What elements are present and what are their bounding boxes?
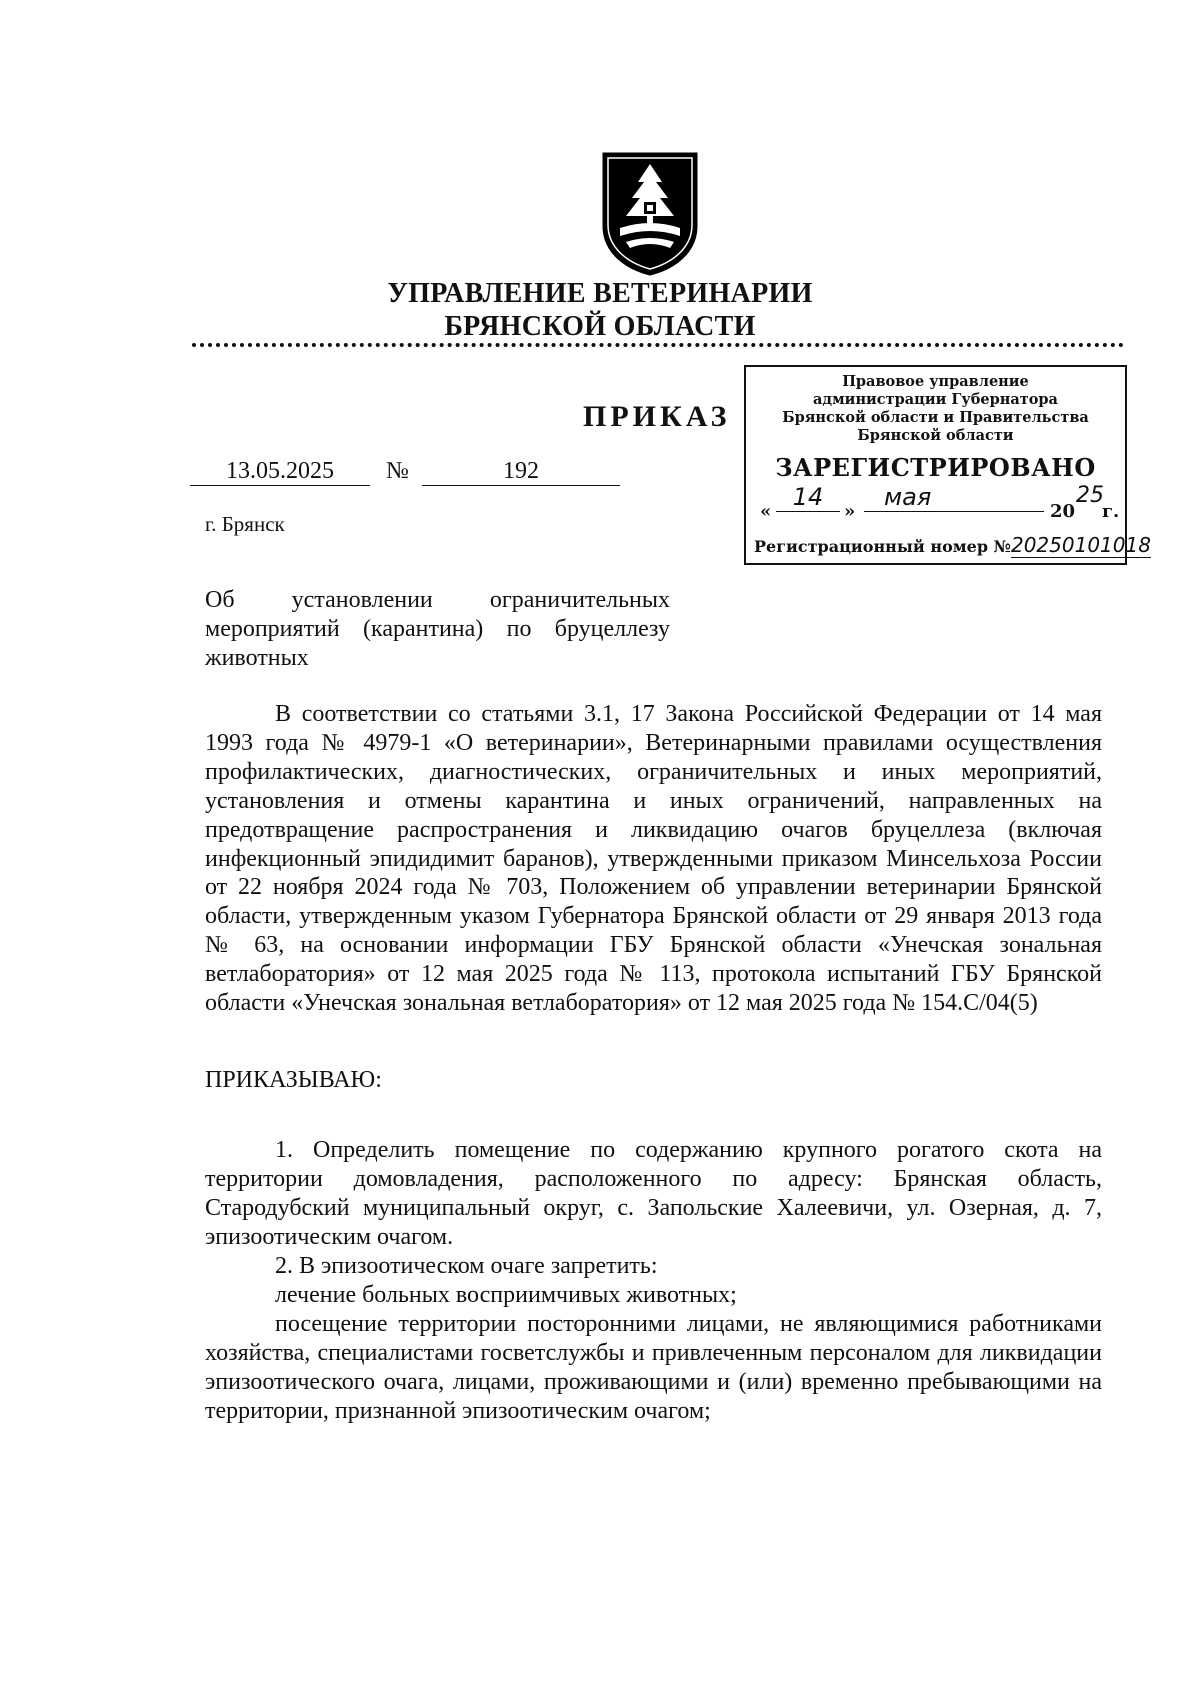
order-item-2-subitem-2: посещение территории посторонними лицами, не являющимися работниками хозяйства, специалистами госветслужбы и привлеченным персоналом для ликвидации эпизоотического очага, лицами, проживающими и (или) временно пребывающими на территории, признанной эпизоотическим очагом;: [205, 1311, 1102, 1424]
document-subject: Об установлении ограничительных мероприятий (карантина) по бруцеллезу животных: [205, 587, 670, 671]
stamp-registration-row: [754, 533, 1151, 557]
document-place: г. Брянск: [205, 512, 285, 536]
stamp-line-4: Брянской области: [857, 427, 1014, 444]
stamp-year-suffix: 25: [1076, 483, 1104, 508]
document-date: 13.05.2025: [190, 458, 370, 486]
registration-stamp: [744, 365, 1151, 565]
stamp-year-unit: г.: [1102, 501, 1120, 522]
stamp-line-3: Брянской области и Правительства: [782, 409, 1089, 426]
stamp-reg-label: Регистрационный номер №: [754, 537, 1011, 556]
coat-of-arms-icon: [598, 148, 702, 276]
stamp-line-1: Правовое управление: [842, 373, 1029, 390]
stamp-date-row: [754, 483, 1122, 525]
org-name-line-2: БРЯНСКОЙ ОБЛАСТИ: [444, 311, 756, 342]
document-number: 192: [422, 458, 620, 486]
order-item-2: 2. В эпизоотическом очаге запретить:: [275, 1253, 658, 1279]
header-divider: [192, 343, 1124, 347]
document-type: ПРИКАЗ: [583, 400, 731, 433]
stamp-line-2: администрации Губернатора: [813, 391, 1058, 408]
stamp-year-prefix: 20: [1050, 501, 1076, 522]
document-date-number-row: [190, 458, 630, 492]
preamble-paragraph: В соответствии со статьями 3.1, 17 Закона Российской Федерации от 14 мая 1993 года № 4979-1 «О ветеринарии», Ветеринарными правилами осуществления профилактических, диагностических, ограничительных и иных мероприятий, установления и отмены карантина и иных ограничений, направленных на предотвращение распространения и ликвидацию очагов бруцеллеза (включая инфекционный эпидидимит баранов), утвержденными приказом Минсельхоза России от 22 ноября 2024 года № 703, Положением об управлении ветеринарии Брянской области, утвержденным указом Губернатора Брянской области от 29 января 2013 года № 63, на основании информации ГБУ Брянской области «Унечская зональная ветлаборатория» от 12 мая 2025 года № 113, протокола испытаний ГБУ Брянской области «Унечская зональная ветлаборатория» от 12 мая 2025 года № 154.С/04(5): [205, 701, 1102, 1017]
stamp-registered-label: ЗАРЕГИСТРИРОВАНО: [775, 453, 1096, 482]
order-word: ПРИКАЗЫВАЮ:: [205, 1067, 382, 1093]
stamp-reg-number: 20250101018: [1010, 533, 1151, 557]
stamp-quote-open: «: [760, 501, 772, 522]
number-sign: №: [386, 458, 409, 484]
stamp-day: 14: [776, 483, 840, 512]
order-item-1: 1. Определить помещение по содержанию крупного рогатого скота на территории домовладения, расположенного по адресу: Брянская область, Стародубский муниципальный округ, с. Запольские Халеевичи, ул. Озерная, д. 7, эпизоотическим очагом.: [205, 1137, 1102, 1250]
order-item-2-subitem-1: лечение больных восприимчивых животных;: [275, 1282, 737, 1308]
stamp-month: мая: [864, 483, 1044, 512]
org-name-line-1: УПРАВЛЕНИЕ ВЕТЕРИНАРИИ: [387, 278, 813, 309]
stamp-quote-close: »: [844, 501, 856, 522]
